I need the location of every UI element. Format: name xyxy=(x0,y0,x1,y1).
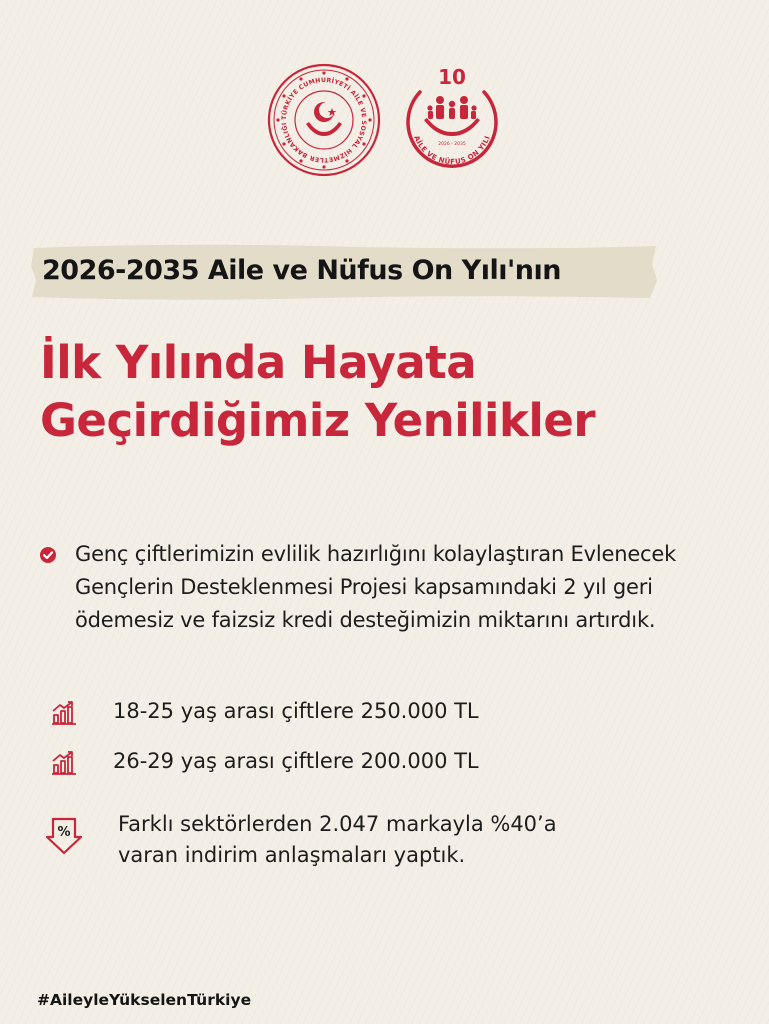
hashtag: #AileyleYükselenTürkiye xyxy=(37,991,252,1009)
family-decade-logo xyxy=(400,62,504,182)
seal-ring-text: TÜRKİYE CUMHURİYETİ AİLE VE SOSYAL HİZMETLER BAKANLIĞI xyxy=(280,76,368,164)
bullet-paragraph: Genç çiftlerimizin evlilik hazırlığını kolaylaştıran Evlenecek Gençlerin Desteklenmesi Projesi kapsamındaki 2 yıl geri ödemesiz ve faizsiz kredi desteğimizin miktarını artırdık. xyxy=(75,542,677,632)
discount-paragraph xyxy=(118,809,738,871)
check-circle-icon xyxy=(38,545,58,565)
decade-number: 10 xyxy=(438,65,466,89)
percent-down-arrow-icon xyxy=(44,815,84,855)
stat-text: 18-25 yaş arası çiftlere 250.000 TL xyxy=(113,699,479,723)
stat-text: 26-29 yaş arası çiftlere 200.000 TL xyxy=(113,749,479,773)
rising-chart-icon xyxy=(50,749,78,777)
page-headline xyxy=(40,334,740,450)
svg-text:AİLE VE NÜFUS ON YILI xyxy=(412,135,492,167)
ministry-seal-logo xyxy=(266,62,382,178)
banner-title: 2026-2035 Aile ve Nüfus On Yılı'nın xyxy=(42,255,561,286)
headline-line-2: Geçirdiğimiz Yenilikler xyxy=(40,394,596,447)
logo-row xyxy=(0,62,769,182)
discount-line-1: Farklı sektörlerden 2.047 markayla %40’a xyxy=(118,812,557,836)
decade-years: 2026 - 2035 xyxy=(438,142,466,147)
decade-logo-text: AİLE VE NÜFUS ON YILI xyxy=(412,134,492,167)
rising-chart-icon xyxy=(50,699,78,727)
svg-text:%: % xyxy=(57,825,71,840)
title-banner xyxy=(30,244,658,300)
discount-line-2: varan indirim anlaşmaları yaptık. xyxy=(118,843,466,867)
headline-line-1: İlk Yılında Hayata xyxy=(40,336,477,389)
